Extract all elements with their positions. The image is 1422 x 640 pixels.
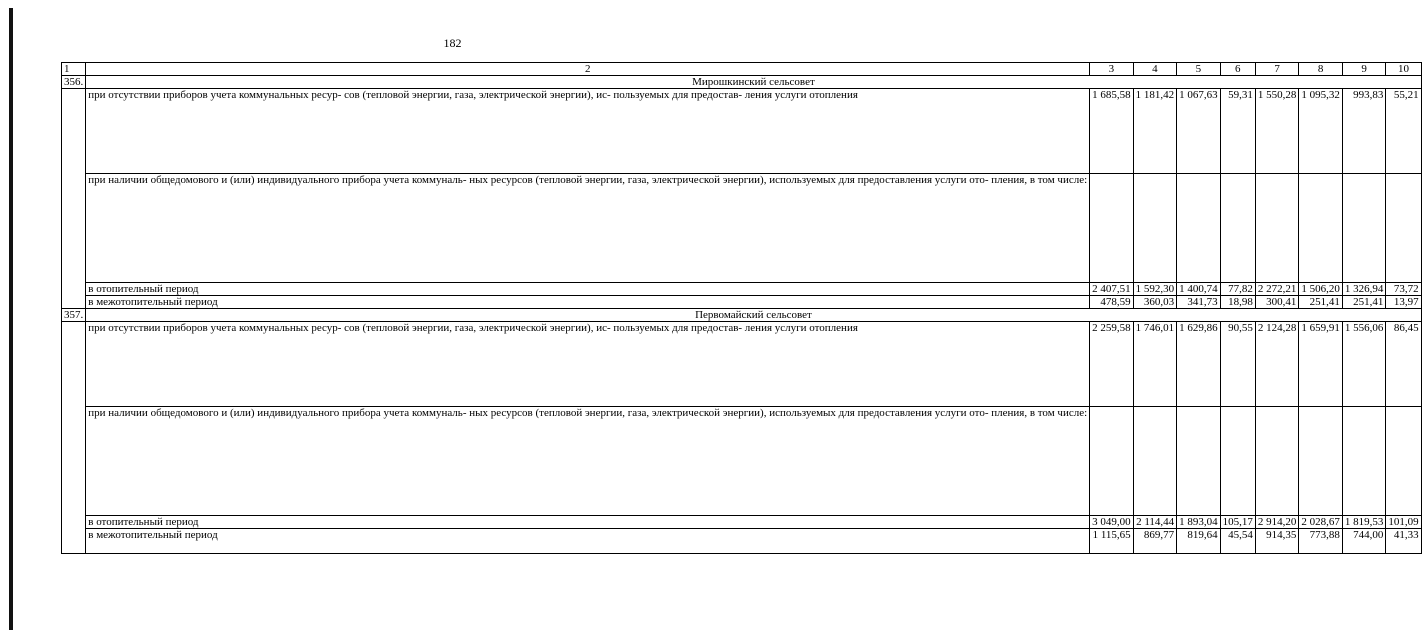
value-cell: 1 659,91 [1299, 322, 1343, 407]
value-cell: 914,35 [1255, 529, 1299, 554]
value-cell [1299, 407, 1343, 516]
value-cell: 1 181,42 [1133, 89, 1177, 174]
value-cell: 1 400,74 [1177, 283, 1221, 296]
column-header-row [62, 63, 1422, 76]
row-label: в отопительный период [86, 283, 1090, 296]
table-row [62, 529, 1422, 554]
value-cell: 105,17 [1220, 516, 1255, 529]
table-row [62, 407, 1422, 516]
value-cell: 1 685,58 [1090, 89, 1134, 174]
row-label: при отсутствии приборов учета коммунальных ресур- сов (тепловой энергии, газа, электрической энергии), ис- пользуемых для предостав- ления услуги отопления [86, 322, 1090, 407]
section-number: 356. [62, 76, 86, 89]
row-number-cell [62, 89, 86, 309]
value-cell: 73,72 [1386, 283, 1421, 296]
value-cell: 300,41 [1255, 296, 1299, 309]
value-cell: 90,55 [1220, 322, 1255, 407]
value-cell: 1 819,53 [1342, 516, 1386, 529]
value-cell: 45,54 [1220, 529, 1255, 554]
row-number-cell [62, 322, 86, 554]
value-cell: 2 259,58 [1090, 322, 1134, 407]
value-cell [1177, 407, 1221, 516]
value-cell: 1 629,86 [1177, 322, 1221, 407]
value-cell [1342, 407, 1386, 516]
page-number: 182 [443, 36, 462, 50]
row-label: в межотопительный период [86, 529, 1090, 554]
section-row [62, 76, 1422, 89]
value-cell: 1 067,63 [1177, 89, 1221, 174]
value-cell: 1 592,30 [1133, 283, 1177, 296]
value-cell: 1 746,01 [1133, 322, 1177, 407]
value-cell: 869,77 [1133, 529, 1177, 554]
table-row [62, 174, 1422, 283]
row-label: при наличии общедомового и (или) индивидуального прибора учета коммуналь- ных ресурсов (тепловой энергии, газа, электрической энергии), используемых для предоставления услуги ото- пления, в том числе: [86, 407, 1090, 516]
value-cell: 993,83 [1342, 89, 1386, 174]
column-header: 1 [62, 63, 86, 76]
value-cell: 773,88 [1299, 529, 1343, 554]
value-cell: 251,41 [1342, 296, 1386, 309]
column-header: 6 [1220, 63, 1255, 76]
column-header: 8 [1299, 63, 1343, 76]
binding-edge [9, 8, 13, 630]
value-cell: 819,64 [1177, 529, 1221, 554]
value-cell [1255, 407, 1299, 516]
value-cell: 55,21 [1386, 89, 1421, 174]
value-cell: 1 550,28 [1255, 89, 1299, 174]
value-cell: 86,45 [1386, 322, 1421, 407]
column-header: 2 [86, 63, 1090, 76]
value-cell [1090, 174, 1134, 283]
section-number: 357. [62, 309, 86, 322]
value-cell [1342, 174, 1386, 283]
table-row [62, 283, 1422, 296]
table-row [62, 296, 1422, 309]
value-cell [1255, 174, 1299, 283]
table-row [62, 516, 1422, 529]
value-cell: 1 556,06 [1342, 322, 1386, 407]
section-title: Первомайский сельсовет [86, 309, 1421, 322]
column-header: 3 [1090, 63, 1134, 76]
column-header: 10 [1386, 63, 1421, 76]
value-cell [1386, 174, 1421, 283]
value-cell: 1 506,20 [1299, 283, 1343, 296]
value-cell: 2 914,20 [1255, 516, 1299, 529]
value-cell: 1 326,94 [1342, 283, 1386, 296]
value-cell: 18,98 [1220, 296, 1255, 309]
value-cell: 2 114,44 [1133, 516, 1177, 529]
value-cell: 1 095,32 [1299, 89, 1343, 174]
value-cell: 360,03 [1133, 296, 1177, 309]
value-cell [1220, 174, 1255, 283]
row-label: при отсутствии приборов учета коммунальных ресур- сов (тепловой энергии, газа, электрической энергии), ис- пользуемых для предостав- ления услуги отопления [86, 89, 1090, 174]
value-cell: 251,41 [1299, 296, 1343, 309]
value-cell: 13,97 [1386, 296, 1421, 309]
value-cell [1177, 174, 1221, 283]
value-cell: 41,33 [1386, 529, 1421, 554]
value-cell: 101,09 [1386, 516, 1421, 529]
row-label: при наличии общедомового и (или) индивидуального прибора учета коммуналь- ных ресурсов (тепловой энергии, газа, электрической энергии), используемых для предоставления услуги ото- пления, в том числе: [86, 174, 1090, 283]
value-cell: 2 028,67 [1299, 516, 1343, 529]
column-header: 7 [1255, 63, 1299, 76]
value-cell [1299, 174, 1343, 283]
value-cell: 3 049,00 [1090, 516, 1134, 529]
row-label: в отопительный период [86, 516, 1090, 529]
section-title: Мирошкинский сельсовет [86, 76, 1421, 89]
value-cell [1133, 407, 1177, 516]
table-row [62, 89, 1422, 174]
value-cell: 1 893,04 [1177, 516, 1221, 529]
section-row [62, 309, 1422, 322]
value-cell: 2 272,21 [1255, 283, 1299, 296]
value-cell [1220, 407, 1255, 516]
row-label: в межотопительный период [86, 296, 1090, 309]
value-cell: 59,31 [1220, 89, 1255, 174]
value-cell: 2 407,51 [1090, 283, 1134, 296]
value-cell: 341,73 [1177, 296, 1221, 309]
value-cell [1386, 407, 1421, 516]
value-cell [1133, 174, 1177, 283]
tariff-table [61, 62, 1422, 554]
column-header: 4 [1133, 63, 1177, 76]
value-cell: 2 124,28 [1255, 322, 1299, 407]
value-cell: 1 115,65 [1090, 529, 1134, 554]
value-cell: 744,00 [1342, 529, 1386, 554]
table-row [62, 322, 1422, 407]
value-cell: 478,59 [1090, 296, 1134, 309]
value-cell [1090, 407, 1134, 516]
column-header: 9 [1342, 63, 1386, 76]
value-cell: 77,82 [1220, 283, 1255, 296]
column-header: 5 [1177, 63, 1221, 76]
